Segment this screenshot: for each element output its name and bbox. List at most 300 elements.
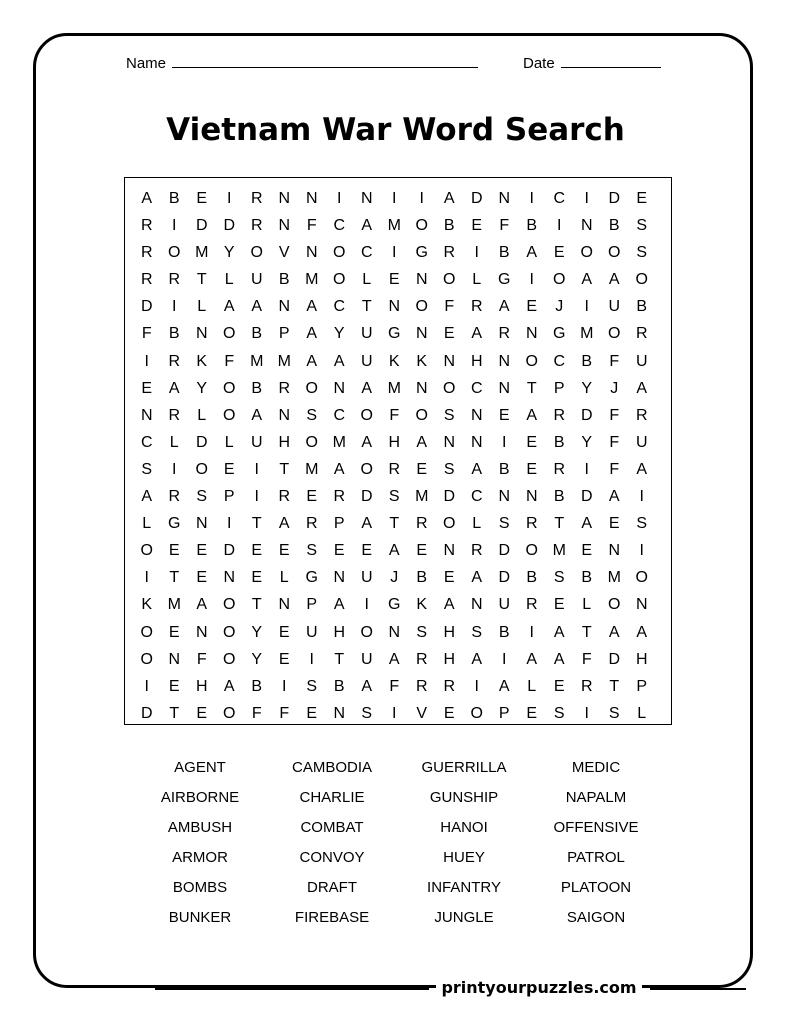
grid-cell[interactable]: E (526, 433, 538, 451)
grid-cell[interactable]: N (278, 406, 291, 424)
grid-cell[interactable]: O (360, 460, 373, 478)
grid-cell[interactable]: N (498, 352, 511, 370)
grid-cell[interactable]: D (470, 190, 483, 207)
grid-cell[interactable]: N (305, 190, 318, 207)
grid-cell[interactable]: N (525, 488, 538, 506)
grid-cell[interactable]: E (306, 704, 318, 722)
grid-cell[interactable]: N (470, 433, 483, 451)
grid-cell[interactable]: A (306, 325, 318, 343)
grid-cell[interactable]: C (470, 488, 483, 506)
grid-cell[interactable]: S (141, 460, 153, 478)
grid-cell[interactable]: R (168, 488, 181, 506)
grid-cell[interactable]: A (168, 379, 180, 397)
grid-cell[interactable]: A (443, 190, 455, 207)
grid-cell[interactable]: S (306, 406, 318, 424)
grid-cell[interactable]: I (254, 488, 259, 506)
grid-cell[interactable]: A (196, 596, 208, 614)
grid-cell[interactable]: E (168, 542, 180, 560)
grid-cell[interactable]: F (444, 298, 455, 316)
grid-cell[interactable]: A (553, 650, 565, 668)
grid-cell[interactable]: E (526, 704, 538, 722)
grid-cell[interactable]: N (580, 217, 593, 235)
grid-cell[interactable]: N (278, 298, 291, 316)
grid-cell[interactable]: E (278, 650, 290, 668)
grid-cell[interactable]: I (309, 650, 314, 668)
grid-cell[interactable]: M (195, 244, 209, 262)
grid-cell[interactable]: R (415, 515, 428, 533)
grid-cell[interactable]: B (498, 623, 510, 641)
grid-cell[interactable]: D (498, 542, 511, 560)
grid-cell[interactable]: R (635, 406, 648, 424)
grid-cell[interactable]: E (553, 677, 565, 695)
grid-cell[interactable]: E (168, 623, 180, 641)
grid-cell[interactable]: I (557, 217, 562, 235)
grid-cell[interactable]: R (168, 271, 181, 289)
grid-cell[interactable]: O (223, 325, 236, 343)
grid-cell[interactable]: F (141, 325, 152, 343)
grid-cell[interactable]: L (169, 433, 179, 451)
grid-cell[interactable]: O (223, 379, 236, 397)
grid-cell[interactable]: A (608, 623, 620, 641)
grid-cell[interactable]: C (553, 190, 566, 207)
grid-cell[interactable]: R (333, 488, 346, 506)
grid-cell[interactable]: B (581, 352, 593, 370)
grid-cell[interactable]: E (278, 542, 290, 560)
grid-cell[interactable]: F (389, 406, 400, 424)
grid-cell[interactable]: I (392, 704, 397, 722)
grid-cell[interactable]: A (251, 298, 263, 316)
grid-cell[interactable]: P (223, 488, 235, 506)
grid-cell[interactable]: N (305, 244, 318, 262)
grid-cell[interactable]: L (472, 515, 482, 533)
grid-cell[interactable]: A (526, 406, 538, 424)
grid-cell[interactable]: I (172, 298, 177, 316)
grid-cell[interactable]: E (361, 542, 373, 560)
grid-cell[interactable]: D (360, 488, 373, 506)
grid-cell[interactable]: L (582, 596, 592, 614)
grid-cell[interactable]: N (333, 569, 346, 587)
grid-cell[interactable]: M (305, 271, 319, 289)
grid-cell[interactable]: U (305, 623, 318, 641)
grid-cell[interactable]: M (332, 433, 346, 451)
grid-cell[interactable]: O (305, 379, 318, 397)
grid-cell[interactable]: A (581, 271, 593, 289)
grid-cell[interactable]: S (361, 704, 373, 722)
grid-cell[interactable]: A (388, 650, 400, 668)
grid-cell[interactable]: I (392, 244, 397, 262)
grid-cell[interactable]: I (172, 460, 177, 478)
grid-cell[interactable]: U (608, 298, 621, 316)
grid-cell[interactable]: R (140, 271, 153, 289)
grid-cell[interactable]: E (608, 515, 620, 533)
grid-cell[interactable]: K (416, 596, 428, 614)
grid-cell[interactable]: A (388, 542, 400, 560)
grid-cell[interactable]: C (333, 406, 346, 424)
grid-cell[interactable]: T (609, 677, 620, 695)
grid-cell[interactable]: E (498, 406, 510, 424)
grid-cell[interactable]: O (470, 704, 483, 722)
grid-cell[interactable]: H (443, 650, 456, 668)
grid-cell[interactable]: O (223, 704, 236, 722)
grid-cell[interactable]: U (635, 433, 648, 451)
grid-cell[interactable]: L (197, 298, 207, 316)
grid-cell[interactable]: N (388, 623, 401, 641)
grid-cell[interactable]: O (443, 271, 456, 289)
grid-cell[interactable]: N (525, 325, 538, 343)
grid-cell[interactable]: F (609, 406, 620, 424)
grid-cell[interactable]: G (305, 569, 318, 587)
grid-cell[interactable]: H (443, 623, 456, 641)
grid-cell[interactable]: O (223, 623, 236, 641)
grid-cell[interactable]: E (581, 542, 593, 560)
grid-cell[interactable]: F (389, 677, 400, 695)
grid-cell[interactable]: R (278, 379, 291, 397)
grid-cell[interactable]: S (471, 623, 483, 641)
grid-cell[interactable]: C (333, 217, 346, 235)
grid-cell[interactable]: A (526, 244, 538, 262)
grid-cell[interactable]: A (361, 515, 373, 533)
grid-cell[interactable]: I (502, 650, 507, 668)
grid-cell[interactable]: Y (581, 433, 593, 451)
grid-cell[interactable]: U (360, 650, 373, 668)
grid-cell[interactable]: L (362, 271, 372, 289)
grid-cell[interactable]: T (526, 379, 537, 397)
grid-cell[interactable]: P (553, 379, 565, 397)
grid-cell[interactable]: H (388, 433, 401, 451)
grid-cell[interactable]: I (337, 190, 342, 207)
grid-cell[interactable]: T (251, 596, 262, 614)
grid-cell[interactable]: M (607, 569, 621, 587)
grid-cell[interactable]: L (279, 569, 289, 587)
grid-cell[interactable]: A (223, 677, 235, 695)
grid-cell[interactable]: R (168, 352, 181, 370)
grid-cell[interactable]: B (553, 488, 565, 506)
grid-cell[interactable]: R (140, 244, 153, 262)
grid-cell[interactable]: N (498, 190, 511, 207)
grid-cell[interactable]: D (195, 433, 208, 451)
grid-cell[interactable]: O (608, 244, 621, 262)
grid-cell[interactable]: N (278, 190, 291, 207)
grid-cell[interactable]: M (167, 596, 181, 614)
grid-cell[interactable]: N (415, 271, 428, 289)
grid-cell[interactable]: B (498, 244, 510, 262)
grid-cell[interactable]: E (416, 542, 428, 560)
grid-cell[interactable]: A (608, 271, 620, 289)
grid-cell[interactable]: A (306, 352, 318, 370)
grid-cell[interactable]: S (388, 488, 400, 506)
grid-cell[interactable]: E (553, 596, 565, 614)
grid-cell[interactable]: R (415, 677, 428, 695)
grid-cell[interactable]: N (195, 623, 208, 641)
grid-cell[interactable]: I (419, 190, 424, 207)
grid-cell[interactable]: P (333, 515, 345, 533)
grid-cell[interactable]: U (360, 569, 373, 587)
grid-cell[interactable]: A (361, 677, 373, 695)
grid-cell[interactable]: L (637, 704, 647, 722)
grid-cell[interactable]: N (498, 379, 511, 397)
grid-cell[interactable]: R (470, 298, 483, 316)
grid-cell[interactable]: S (196, 488, 208, 506)
grid-cell[interactable]: M (580, 325, 594, 343)
grid-cell[interactable]: O (140, 623, 153, 641)
grid-cell[interactable]: N (443, 542, 456, 560)
grid-cell[interactable]: I (584, 190, 589, 207)
grid-cell[interactable]: O (443, 515, 456, 533)
grid-cell[interactable]: O (223, 596, 236, 614)
grid-cell[interactable]: E (251, 569, 263, 587)
grid-cell[interactable]: G (415, 244, 428, 262)
grid-cell[interactable]: K (388, 352, 400, 370)
grid-cell[interactable]: A (471, 650, 483, 668)
grid-cell[interactable]: O (635, 569, 648, 587)
grid-cell[interactable]: I (254, 460, 259, 478)
grid-cell[interactable]: I (227, 190, 232, 207)
grid-cell[interactable]: A (636, 460, 648, 478)
grid-cell[interactable]: I (474, 244, 479, 262)
grid-cell[interactable]: D (498, 569, 511, 587)
grid-cell[interactable]: B (333, 677, 345, 695)
grid-cell[interactable]: L (142, 515, 152, 533)
grid-cell[interactable]: N (278, 217, 291, 235)
grid-cell[interactable]: S (636, 515, 648, 533)
grid-cell[interactable]: E (196, 542, 208, 560)
grid-cell[interactable]: L (224, 271, 234, 289)
grid-cell[interactable]: M (387, 379, 401, 397)
grid-cell[interactable]: I (584, 298, 589, 316)
grid-cell[interactable]: Y (223, 244, 235, 262)
grid-cell[interactable]: R (470, 542, 483, 560)
grid-cell[interactable]: I (529, 623, 534, 641)
grid-cell[interactable]: A (636, 623, 648, 641)
grid-cell[interactable]: E (196, 569, 208, 587)
grid-cell[interactable]: M (305, 460, 319, 478)
grid-cell[interactable]: F (609, 460, 620, 478)
grid-cell[interactable]: M (250, 352, 264, 370)
grid-cell[interactable]: O (223, 650, 236, 668)
grid-cell[interactable]: N (470, 596, 483, 614)
grid-cell[interactable]: E (416, 460, 428, 478)
grid-cell[interactable]: M (387, 217, 401, 235)
grid-cell[interactable]: B (416, 569, 428, 587)
grid-cell[interactable]: K (141, 596, 153, 614)
grid-cell[interactable]: C (470, 379, 483, 397)
grid-cell[interactable]: O (553, 271, 566, 289)
grid-cell[interactable]: I (529, 271, 534, 289)
grid-cell[interactable]: R (553, 406, 566, 424)
grid-cell[interactable]: E (333, 542, 345, 560)
grid-cell[interactable]: K (196, 352, 208, 370)
grid-cell[interactable]: A (416, 433, 428, 451)
grid-cell[interactable]: K (416, 352, 428, 370)
grid-cell[interactable]: I (172, 217, 177, 235)
grid-cell[interactable]: B (498, 460, 510, 478)
grid-cell[interactable]: E (278, 623, 290, 641)
grid-cell[interactable]: I (282, 677, 287, 695)
grid-cell[interactable]: E (251, 542, 263, 560)
grid-cell[interactable]: A (471, 460, 483, 478)
grid-cell[interactable]: F (196, 650, 207, 668)
grid-cell[interactable]: B (526, 217, 538, 235)
grid-cell[interactable]: A (471, 569, 483, 587)
grid-cell[interactable]: S (553, 569, 565, 587)
grid-cell[interactable]: A (361, 379, 373, 397)
grid-cell[interactable]: N (333, 704, 346, 722)
grid-cell[interactable]: N (415, 379, 428, 397)
grid-cell[interactable]: P (498, 704, 510, 722)
grid-cell[interactable]: A (581, 515, 593, 533)
grid-cell[interactable]: F (609, 433, 620, 451)
grid-cell[interactable]: A (498, 677, 510, 695)
grid-cell[interactable]: R (305, 515, 318, 533)
grid-cell[interactable]: E (141, 379, 153, 397)
grid-cell[interactable]: Y (196, 379, 208, 397)
grid-cell[interactable]: F (306, 217, 317, 235)
grid-cell[interactable]: P (636, 677, 648, 695)
grid-cell[interactable]: U (250, 433, 263, 451)
grid-cell[interactable]: Y (333, 325, 345, 343)
grid-cell[interactable]: E (196, 704, 208, 722)
grid-cell[interactable]: E (388, 271, 400, 289)
grid-cell[interactable]: O (525, 542, 538, 560)
grid-cell[interactable]: H (470, 352, 483, 370)
grid-cell[interactable]: L (197, 406, 207, 424)
grid-cell[interactable]: D (140, 704, 153, 722)
grid-cell[interactable]: D (608, 650, 621, 668)
grid-cell[interactable]: R (415, 650, 428, 668)
grid-cell[interactable]: G (498, 271, 511, 289)
grid-cell[interactable]: Y (251, 623, 263, 641)
grid-cell[interactable]: B (608, 217, 620, 235)
grid-cell[interactable]: D (580, 488, 593, 506)
grid-cell[interactable]: B (251, 677, 263, 695)
grid-cell[interactable]: F (499, 217, 510, 235)
grid-cell[interactable]: M (277, 352, 291, 370)
grid-cell[interactable]: U (498, 596, 511, 614)
grid-cell[interactable]: L (224, 433, 234, 451)
grid-cell[interactable]: N (443, 352, 456, 370)
grid-cell[interactable]: C (553, 352, 566, 370)
grid-cell[interactable]: A (223, 298, 235, 316)
grid-cell[interactable]: N (195, 515, 208, 533)
name-line[interactable] (172, 66, 478, 68)
grid-cell[interactable]: R (498, 325, 511, 343)
grid-cell[interactable]: H (635, 650, 648, 668)
grid-cell[interactable]: N (635, 596, 648, 614)
grid-cell[interactable]: R (580, 677, 593, 695)
grid-cell[interactable]: B (168, 325, 180, 343)
grid-cell[interactable]: C (333, 298, 346, 316)
grid-cell[interactable]: A (333, 596, 345, 614)
grid-cell[interactable]: D (580, 406, 593, 424)
grid-cell[interactable]: G (553, 325, 566, 343)
grid-cell[interactable]: I (144, 677, 149, 695)
grid-cell[interactable]: F (279, 704, 290, 722)
grid-cell[interactable]: A (333, 352, 345, 370)
grid-cell[interactable]: F (251, 704, 262, 722)
grid-cell[interactable]: S (636, 217, 648, 235)
grid-cell[interactable]: E (223, 460, 235, 478)
grid-cell[interactable]: O (525, 352, 538, 370)
grid-cell[interactable]: J (555, 298, 564, 316)
grid-cell[interactable]: R (278, 488, 291, 506)
grid-cell[interactable]: I (639, 542, 644, 560)
grid-cell[interactable]: U (360, 325, 373, 343)
grid-cell[interactable]: B (581, 569, 593, 587)
grid-cell[interactable]: O (415, 298, 428, 316)
grid-cell[interactable]: O (333, 244, 346, 262)
grid-cell[interactable]: B (636, 298, 648, 316)
grid-cell[interactable]: A (278, 515, 290, 533)
grid-cell[interactable]: A (553, 623, 565, 641)
grid-cell[interactable]: R (140, 217, 153, 235)
grid-cell[interactable]: A (361, 217, 373, 235)
grid-cell[interactable]: A (636, 379, 648, 397)
grid-cell[interactable]: A (526, 650, 538, 668)
grid-cell[interactable]: F (609, 352, 620, 370)
grid-cell[interactable]: I (144, 569, 149, 587)
grid-cell[interactable]: A (141, 488, 153, 506)
grid-cell[interactable]: A (498, 298, 510, 316)
grid-cell[interactable]: R (250, 190, 263, 207)
grid-cell[interactable]: D (195, 217, 208, 235)
grid-cell[interactable]: O (415, 217, 428, 235)
grid-cell[interactable]: E (168, 677, 180, 695)
grid-cell[interactable]: B (278, 271, 290, 289)
grid-cell[interactable]: C (140, 433, 153, 451)
grid-cell[interactable]: V (416, 704, 428, 722)
grid-cell[interactable]: C (360, 244, 373, 262)
grid-cell[interactable]: H (195, 677, 208, 695)
grid-cell[interactable]: N (498, 488, 511, 506)
grid-cell[interactable]: A (141, 190, 153, 207)
grid-cell[interactable]: B (251, 379, 263, 397)
grid-cell[interactable]: U (360, 352, 373, 370)
grid-cell[interactable]: L (527, 677, 537, 695)
grid-cell[interactable]: G (388, 325, 401, 343)
grid-cell[interactable]: B (553, 433, 565, 451)
grid-cell[interactable]: I (364, 596, 369, 614)
grid-cell[interactable]: S (416, 623, 428, 641)
grid-cell[interactable]: A (251, 406, 263, 424)
grid-cell[interactable]: G (168, 515, 181, 533)
grid-cell[interactable]: R (553, 460, 566, 478)
grid-cell[interactable]: O (195, 460, 208, 478)
grid-cell[interactable]: V (278, 244, 290, 262)
grid-cell[interactable]: I (474, 677, 479, 695)
grid-cell[interactable]: L (472, 271, 482, 289)
grid-cell[interactable]: N (278, 596, 291, 614)
grid-cell[interactable]: N (195, 325, 208, 343)
grid-cell[interactable]: B (443, 217, 455, 235)
grid-cell[interactable]: R (168, 406, 181, 424)
grid-cell[interactable]: M (415, 488, 429, 506)
grid-cell[interactable]: E (553, 244, 565, 262)
grid-cell[interactable]: I (529, 190, 534, 207)
grid-cell[interactable]: T (279, 460, 290, 478)
grid-cell[interactable]: I (584, 460, 589, 478)
grid-cell[interactable]: U (635, 352, 648, 370)
grid-cell[interactable]: R (443, 677, 456, 695)
grid-cell[interactable]: O (333, 271, 346, 289)
grid-cell[interactable]: I (584, 704, 589, 722)
grid-cell[interactable]: S (608, 704, 620, 722)
grid-cell[interactable]: N (608, 542, 621, 560)
grid-cell[interactable]: O (415, 406, 428, 424)
grid-cell[interactable]: O (250, 244, 263, 262)
grid-cell[interactable]: J (390, 569, 399, 587)
grid-cell[interactable]: A (333, 460, 345, 478)
grid-cell[interactable]: B (526, 569, 538, 587)
